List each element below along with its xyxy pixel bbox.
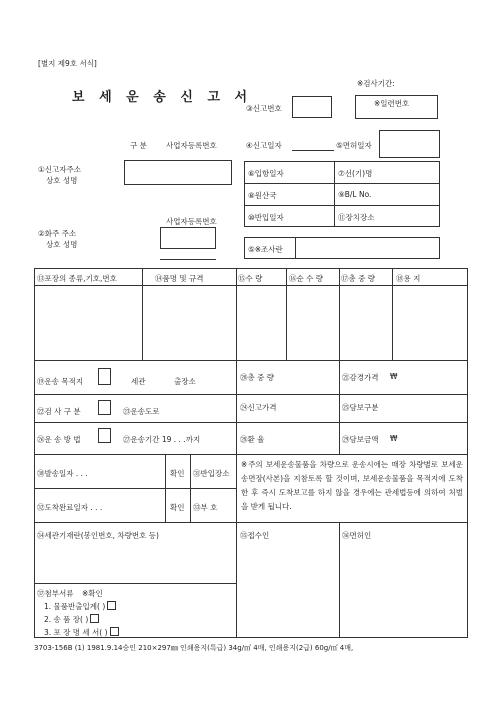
biz-no-label-1: 사업자등록번호: [166, 141, 217, 150]
owner-name-label: 상호 성명: [46, 240, 78, 249]
method-field[interactable]: [98, 428, 111, 443]
survey-box[interactable]: [244, 237, 440, 259]
guarantee-amt-label: ㉙담보금액: [342, 435, 379, 444]
arrival-date-label: ⑥입항일자: [248, 169, 284, 178]
customs-label: 세관: [131, 377, 146, 386]
appraised-label: ㉑감경가격: [342, 373, 379, 382]
serial-no-box[interactable]: [355, 95, 438, 119]
notice-text: ※주의 보세운송물품을 차량으로 운송시에는 매장 차량별로 보세운송면장(사본)을 지참토록 할 것이며, 보세운송물품을 목적지에 도착한 후 즉시 도착보고를 하지 않을 경우에는 관세법등에 의하여 처벌을 받게 됩니다.: [241, 460, 463, 511]
reporter-name-label: 상호 성명: [46, 176, 78, 185]
report-date-line: [292, 150, 334, 151]
attach-item-2[interactable]: 2. 송 품 장( ): [44, 614, 99, 625]
biz-no-label-2: 사업자등록번호: [166, 217, 217, 226]
receipt-label: ㉟접수인: [240, 531, 270, 540]
report-price-label: ㉔신고가격: [240, 403, 277, 412]
page-title: 보 세 운 송 신 고 서: [72, 90, 253, 105]
col-gross: ⑰총 중 량: [341, 274, 376, 283]
attach-confirm: ※확인: [82, 589, 103, 598]
checkbox-icon: [107, 601, 116, 610]
reporter-addr-label: ①신고자주소: [38, 165, 81, 174]
won-sign-1: ₩: [390, 372, 398, 381]
inspect-label: ㉒검 사 구 분: [37, 407, 81, 416]
col-use: ⑱용 지: [396, 274, 421, 283]
col-item: ⑭품명 및 규격: [155, 274, 204, 283]
report-no-field[interactable]: [292, 96, 332, 118]
serial-no-label: ※일련번호: [374, 99, 410, 108]
method-label: ㉖운 송 방 법: [37, 435, 81, 444]
col-qty: ⑮수 량: [238, 274, 263, 283]
owner-biz-field[interactable]: [160, 227, 216, 249]
checkbox-icon: [90, 614, 99, 623]
owner-addr-label: ②화주 주소: [38, 229, 77, 238]
origin-label: ⑧원산국: [248, 191, 277, 200]
survey-label: ⑤※조사란: [248, 245, 283, 254]
confirm-2: 확인: [170, 503, 185, 512]
footer-note: 3703-156B (1) 1981.9.14승인 210×297㎜ 인쇄용지(특급) 34g/㎡ 4매, 인쇄용지(2급) 60g/㎡ 4매,: [34, 644, 354, 652]
dest-label: ㉛반입장소: [193, 469, 230, 478]
checkbox-icon: [110, 627, 119, 636]
bl-no-label: ⑨B/L No.: [338, 190, 372, 199]
report-date-label: ④신고일자: [246, 141, 282, 150]
seal-label: ㉞세관기재란(봉인번호, 차량번호 등): [37, 531, 159, 540]
category-label: 구 분: [130, 141, 147, 150]
office-label: 출장소: [174, 377, 196, 386]
guarantee-label: ㉕담보구분: [342, 403, 379, 412]
attach-item-3[interactable]: 3. 포 장 명 세 서( ): [44, 627, 119, 638]
carry-in-date-label: ⑩반입일자: [248, 213, 284, 222]
col-net: ⑯순 수 량: [289, 274, 324, 283]
reporter-field[interactable]: [124, 160, 232, 185]
purpose-field[interactable]: [98, 368, 111, 385]
attach-item-1[interactable]: 1. 물품반출입계( ): [44, 601, 116, 612]
purpose-label: ⑲운송 목적지: [37, 377, 84, 386]
storage-label: ⑪장치장소: [338, 213, 375, 222]
license-date-label: ⑤면허일자: [336, 141, 372, 150]
road-label: ㉓운송도로: [123, 407, 160, 416]
inspect-field[interactable]: [98, 400, 111, 415]
form-id: [별지 제9호 서식]: [38, 59, 97, 68]
period-label: ㉗운송기간 19 . . .까지: [123, 435, 201, 444]
depart-date-label: ㉚발송일자 . . .: [37, 469, 88, 478]
ref-no-label: ㉝부 호: [193, 503, 218, 512]
license-label: ㊱면허인: [342, 531, 372, 540]
inspection-period: ※검사기간:: [357, 79, 395, 88]
confirm-1: 확인: [170, 469, 185, 478]
ship-name-label: ⑦선(기)명: [338, 169, 373, 178]
total-weight-label: ⑳총 중 량: [240, 373, 275, 382]
col-package: ⑬포장의 종류,기호,번호: [37, 274, 117, 283]
license-date-field[interactable]: [379, 130, 440, 158]
arrive-date-label: ㉜도착완료일자 . . .: [37, 503, 103, 512]
attach-label: ㊲첨부서류: [37, 589, 74, 598]
won-sign-2: ₩: [390, 434, 398, 443]
rate-label: ㉘환 율: [240, 435, 265, 444]
report-no-label: ③신고번호: [246, 104, 282, 113]
